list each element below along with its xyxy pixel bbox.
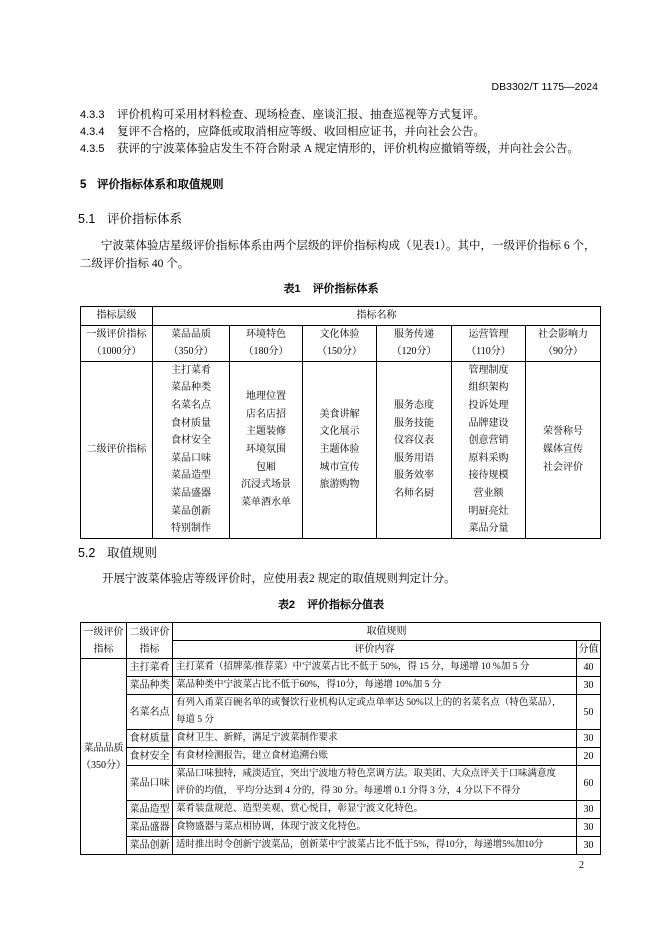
category-score: （150分）	[317, 346, 362, 358]
table-row	[81, 748, 601, 766]
category-items-cell	[452, 361, 526, 538]
indicator-item: 服务效率	[394, 470, 434, 482]
clause-list	[80, 107, 620, 158]
category-cell	[452, 325, 526, 361]
level1-total-score: （1000分）	[91, 346, 142, 358]
header-score: 分值	[577, 641, 601, 659]
indicator-item: 营业额	[473, 487, 504, 499]
rule-content-line: 食物盛器与菜点相协调，体现宁波文化特色。	[176, 822, 367, 832]
rule-content	[173, 801, 577, 819]
rule-content	[173, 730, 577, 748]
table-row	[81, 819, 601, 837]
score-value: 30	[577, 677, 601, 695]
clause-4-3-5	[80, 141, 620, 158]
chapter-number: 5	[80, 179, 87, 191]
chapter-title: 评价指标体系和取值规则	[97, 179, 224, 191]
header-indicator-level: 指标层级	[81, 307, 153, 326]
indicator-item: 沉浸式场景	[241, 479, 291, 491]
indicator-item: 菜品分量	[468, 523, 509, 535]
table-row	[81, 801, 601, 819]
score-value: 40	[577, 659, 601, 677]
indicator-item: 文化展示	[319, 426, 360, 438]
rule-content	[173, 695, 577, 730]
indicator-item: 服务用语	[394, 452, 434, 464]
rule-content-line: 主打菜肴（招牌菜/推荐菜）中宁波菜占比不低于 50%，得 15 分，每递增 10 %加 5 分	[176, 662, 530, 672]
indicator-item: 旅游购物	[319, 479, 360, 491]
rule-content	[173, 837, 577, 855]
indicator-item: 主题装修	[246, 426, 286, 438]
rule-content	[173, 659, 577, 677]
header-rules: 取值规则	[173, 623, 601, 641]
rule-content	[173, 819, 577, 837]
category-name: 文化体验	[319, 328, 360, 340]
indicator-item: 社会评价	[543, 461, 584, 473]
section-title: 评价指标体系	[107, 212, 183, 226]
rule-content-line: 适时推出时令创新宁波菜品，创新菜中宁波菜占比不低于5%，得10分，每递增5%加10分	[176, 840, 544, 850]
score-value: 30	[577, 837, 601, 855]
indicator-item: 食材安全	[171, 435, 211, 447]
score-value: 30	[577, 819, 601, 837]
header-content: 评价内容	[173, 641, 577, 659]
clause-number: 4.3.5	[80, 143, 105, 155]
category-cell	[526, 325, 601, 361]
indicator-item: 投诉处理	[468, 399, 509, 411]
rule-content-line: 菜肴装盘规范、造型美观、赏心悦目，彰显宁波文化特色。	[176, 804, 424, 814]
category-score: （350分）	[168, 346, 214, 358]
indicator-item: 组织架构	[468, 382, 509, 394]
rule-content-line: 菜品种类中宁波菜占比不低于60%，得10分，每递增 10%加 5 分	[176, 680, 442, 690]
clause-4-3-3	[80, 107, 620, 124]
header-indicator-names: 指标名称	[153, 307, 601, 326]
clause-number: 4.3.3	[80, 109, 105, 121]
indicator-name: 菜品种类	[127, 677, 173, 695]
score-value: 60	[577, 766, 601, 801]
header-level2: 二级评价指标	[129, 626, 170, 655]
category-score: （90分）	[543, 346, 584, 358]
rule-content-line: 评价的均值， 平均分达到 4 分的，得 30 分。每递增 0.1 分得 3 分，4 分以下不得分	[176, 786, 521, 796]
indicator-name: 食材安全	[127, 748, 173, 766]
rule-content-line: 菜品口味独特，咸淡适宜，突出宁波地方特色烹调方法。取美团、大众点评关于口味满意度	[176, 769, 557, 779]
level2-label: 二级评价指标	[81, 361, 153, 538]
indicator-item: 仪容仪表	[394, 435, 434, 447]
category-items-cell	[526, 361, 601, 538]
paragraph-line: 二级评价指标 40 个。	[80, 258, 190, 270]
table-caption	[0, 281, 662, 297]
indicator-name: 食材质量	[127, 730, 173, 748]
indicator-item: 环境氛围	[246, 443, 286, 455]
category-cell	[377, 325, 452, 361]
section-title: 取值规则	[107, 546, 158, 560]
indicator-item: 食材质量	[171, 417, 211, 429]
category-cell	[230, 325, 303, 361]
indicator-item: 接待规模	[468, 470, 509, 482]
rule-content-line: 每道 5 分	[176, 715, 215, 725]
chapter-heading	[80, 176, 224, 194]
category-name: 菜品品质	[83, 742, 124, 754]
category-items-cell	[377, 361, 452, 538]
indicator-item: 服务态度	[394, 399, 434, 411]
category-score: （180分）	[243, 346, 289, 358]
table-title: 评价指标体系	[312, 283, 379, 295]
category-name: 菜品品质	[171, 328, 211, 340]
indicator-item: 管理制度	[468, 364, 509, 376]
document-code: DB3302/T 1175—2024	[491, 81, 598, 93]
category-cell	[303, 325, 377, 361]
category-cell	[153, 325, 230, 361]
indicator-system-table	[80, 306, 601, 539]
indicator-name: 名菜名点	[127, 695, 173, 730]
table-row	[81, 730, 601, 748]
indicator-item: 包厢	[256, 461, 276, 473]
page-number: 2	[579, 860, 584, 871]
category-score: （120分）	[391, 346, 437, 358]
indicator-item: 店名店招	[246, 408, 286, 420]
header-level1-cell	[81, 623, 127, 659]
indicator-name: 菜品口味	[127, 766, 173, 801]
clause-4-3-4	[80, 124, 620, 141]
category-items-cell	[230, 361, 303, 538]
paragraph-line: 宁波菜体验店星级评价指标体系由两个层级的评价指标构成（见表1）。其中，一级评价指标 6 个，	[101, 240, 596, 252]
category-cell	[81, 659, 127, 855]
table-row	[81, 677, 601, 695]
category-name: 环境特色	[246, 328, 286, 340]
clause-text: 获评的宁波菜体验店发生不符合附录 A 规定情形的，评价机构应撤销等级，并向社会公告。	[117, 143, 579, 155]
indicator-item: 品牌建设	[468, 417, 509, 429]
indicator-item: 菜品种类	[171, 382, 211, 394]
indicator-item: 菜品盛器	[171, 487, 211, 499]
indicator-item: 主打菜肴	[171, 364, 211, 376]
table-row	[81, 837, 601, 855]
table-header-row	[81, 307, 601, 326]
rule-content-line: 有食材检测报告，建立食材追溯台账	[176, 751, 329, 761]
rule-content-line: 食材卫生、新鲜，满足宁波菜制作要求	[176, 733, 338, 743]
indicator-item: 主题体验	[319, 443, 360, 455]
table-row	[81, 695, 601, 730]
indicator-item: 特别制作	[171, 523, 211, 535]
indicator-item: 菜品口味	[171, 452, 211, 464]
table-header-row	[81, 623, 601, 641]
level1-row	[81, 325, 601, 361]
indicator-item: 创意营销	[468, 435, 509, 447]
indicator-name: 菜品造型	[127, 801, 173, 819]
score-value: 50	[577, 695, 601, 730]
section-paragraph	[80, 237, 600, 273]
indicator-item: 媒体宣传	[543, 443, 584, 455]
category-name: 社会影响力	[538, 328, 589, 340]
table-row	[81, 766, 601, 801]
category-items-cell	[153, 361, 230, 538]
rule-content	[173, 748, 577, 766]
section-heading-5-2	[78, 544, 157, 562]
score-value: 30	[577, 801, 601, 819]
indicator-name: 菜品创新	[127, 837, 173, 855]
section-number: 5.1	[78, 212, 96, 226]
indicator-item: 名菜名点	[171, 399, 211, 411]
header-level1: 一级评价指标	[83, 626, 124, 655]
section-number: 5.2	[78, 546, 96, 560]
indicator-item: 美食讲解	[319, 408, 360, 420]
score-value: 20	[577, 748, 601, 766]
rule-content	[173, 766, 577, 801]
header-level2-cell	[127, 623, 173, 659]
indicator-item: 菜品造型	[171, 470, 211, 482]
category-name: 服务传递	[394, 328, 434, 340]
score-table	[80, 622, 601, 855]
section-paragraph: 开展宁波菜体验店等级评价时，应使用表2 规定的取值规则判定计分。	[102, 573, 456, 585]
category-items-cell	[303, 361, 377, 538]
table-number: 表2	[277, 599, 296, 611]
category-score: （350分）	[81, 759, 126, 771]
indicator-item: 城市宣传	[319, 461, 360, 473]
indicator-name: 主打菜肴	[127, 659, 173, 677]
section-heading-5-1	[78, 210, 182, 228]
indicator-item: 服务技能	[394, 417, 434, 429]
level1-label: 一级评价指标	[86, 328, 147, 340]
indicator-item: 名师名厨	[394, 487, 434, 499]
indicator-item: 原料采购	[468, 452, 509, 464]
clause-text: 评价机构可采用材料检查、现场检查、座谈汇报、抽查巡视等方式复评。	[117, 109, 485, 121]
indicator-item: 菜品创新	[171, 505, 211, 517]
rule-content-line: 有列入甬菜百碗名单的或餐饮行业机构认定或点单率达 50%以上的的名菜名点（特色菜品），	[176, 698, 562, 708]
category-score: （110分）	[466, 346, 511, 358]
indicator-item: 明厨亮灶	[468, 505, 509, 517]
indicator-name: 菜品盛器	[127, 819, 173, 837]
table-title: 评价指标分值表	[307, 599, 385, 611]
level2-row	[81, 361, 601, 538]
indicator-item: 荣誉称号	[543, 426, 584, 438]
table-number: 表1	[283, 283, 301, 295]
clause-number: 4.3.4	[80, 126, 105, 138]
level1-label-cell	[81, 325, 153, 361]
rule-content	[173, 677, 577, 695]
score-value: 30	[577, 730, 601, 748]
table-caption	[0, 597, 662, 613]
table-row	[81, 659, 601, 677]
category-name: 运营管理	[468, 328, 509, 340]
indicator-item: 地理位置	[246, 391, 286, 403]
indicator-item: 菜单酒水单	[241, 496, 291, 508]
clause-text: 复评不合格的，应降低或取消相应等级、收回相应证书，并向社会公告。	[117, 126, 485, 138]
